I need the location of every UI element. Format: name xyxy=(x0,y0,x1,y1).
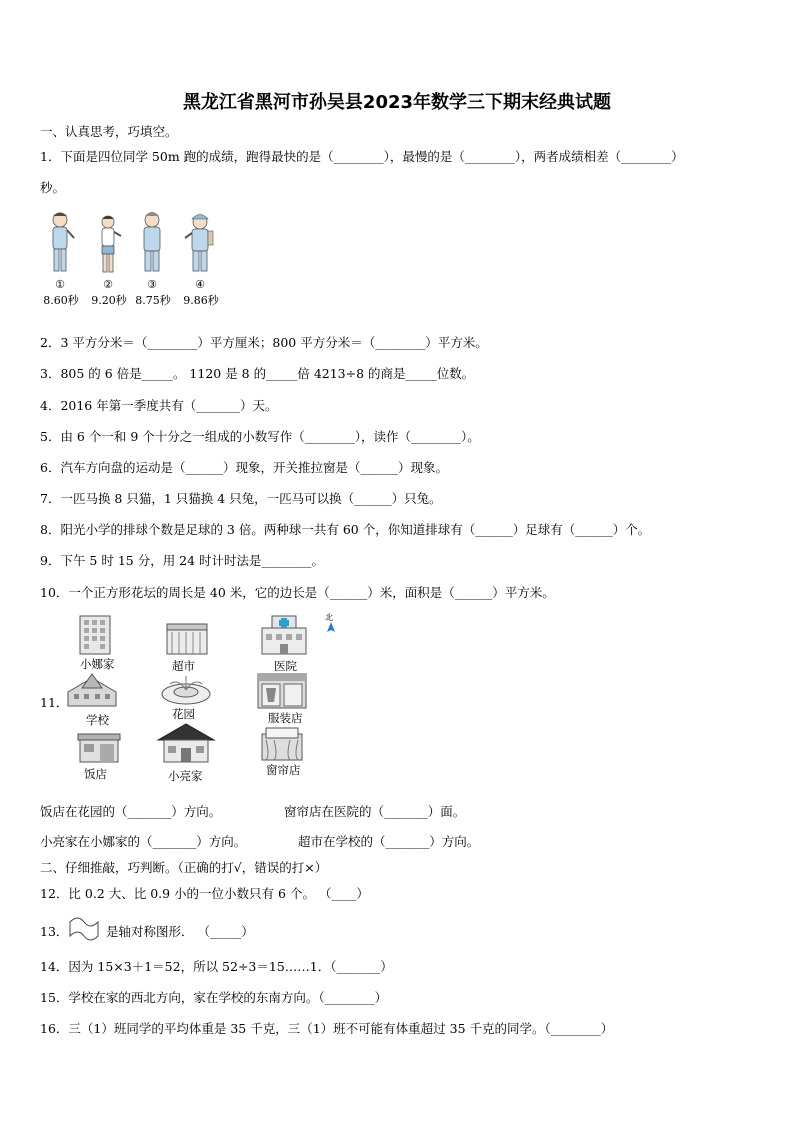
question-15: 15．学校在家的西北方向，家在学校的东南方向。（________） xyxy=(40,990,388,1005)
building-label-clothing-store: 服装店 xyxy=(268,711,303,725)
question-9: 9．下午 5 时 15 分，用 24 时计时法是________。 xyxy=(40,553,325,568)
runner-2-time: 9.20秒 xyxy=(91,294,127,307)
building-label-curtain-store: 窗帘店 xyxy=(266,763,301,777)
question-7: 7．一匹马换 8 只猫，1 只猫换 4 只兔，一匹马可以换（______）只兔。 xyxy=(40,491,442,506)
clothing-store-icon xyxy=(256,672,308,710)
page-title: 黑龙江省黑河市孙吴县2023年数学三下期末经典试题 xyxy=(182,92,612,113)
supermarket-icon xyxy=(164,620,210,656)
question-6: 6．汽车方向盘的运动是（______）现象，开关推拉窗是（______）现象。 xyxy=(40,460,448,475)
hospital-icon xyxy=(260,614,308,656)
question-10: 10．一个正方形花坛的周长是 40 米，它的边长是（______）米，面积是（______）平方米。 xyxy=(40,585,555,600)
question-2: 2．3 平方分米＝（________）平方厘米；800 平方分米＝（________）平方米。 xyxy=(40,335,488,350)
runner-3-time: 8.75秒 xyxy=(135,294,171,307)
runner-4-figure xyxy=(185,215,213,272)
runner-1-time: 8.60秒 xyxy=(43,294,79,307)
runner-3-figure xyxy=(144,212,160,271)
question-4: 4．2016 年第一季度共有（_______）天。 xyxy=(40,398,278,413)
question-3: 3．805 的 6 倍是_____。 1120 是 8 的_____倍 4213÷8 的商是_____位数。 xyxy=(40,366,475,381)
north-arrow-icon xyxy=(326,622,336,634)
question-14: 14．因为 15×3＋1＝52，所以 52÷3＝15……1．（_______） xyxy=(40,959,393,974)
question-5: 5．由 6 个一和 9 个十分之一组成的小数写作（________），读作（________）。 xyxy=(40,429,480,444)
direction-map xyxy=(62,612,352,784)
question-8: 8．阳光小学的排球个数是足球的 3 倍。两种球一共有 60 个，你知道排球有（______）足球有（______）个。 xyxy=(40,522,651,537)
question-13-number: 13． xyxy=(40,924,69,939)
school-icon xyxy=(64,672,120,712)
apartment-building-icon xyxy=(76,614,116,656)
section-heading-2: 二、仔细推敲，巧判断。（正确的打√，错误的打×） xyxy=(40,860,328,875)
question-13-text: 是轴对称图形． （_____） xyxy=(106,924,254,939)
runner-2-number: ② xyxy=(103,278,113,291)
runner-3-number: ③ xyxy=(147,278,157,291)
building-label-supermarket: 超市 xyxy=(172,659,195,673)
wave-shape-figure xyxy=(66,914,102,942)
building-label-hospital: 医院 xyxy=(274,659,297,673)
runner-4-time: 9.86秒 xyxy=(183,294,219,307)
restaurant-icon xyxy=(76,728,122,764)
north-label: 北 xyxy=(325,613,333,622)
xiaoliang-house-icon xyxy=(156,722,216,764)
question-1-line-2: 秒。 xyxy=(40,180,66,195)
runner-1-number: ① xyxy=(55,278,65,291)
section-heading-1: 一、认真思考，巧填空。 xyxy=(40,124,178,139)
question-11-a: 饭店在花园的（_______）方向。 xyxy=(40,804,222,819)
garden-fountain-icon xyxy=(158,672,214,708)
runner-2-figure xyxy=(102,216,121,272)
question-16: 16．三（1）班同学的平均体重是 35 千克，三（1）班不可能有体重超过 35 千克的同学。（________） xyxy=(40,1021,614,1036)
question-1-line-1: 1．下面是四位同学 50m 跑的成绩，跑得最快的是（________），最慢的是（________），两者成绩相差（________） xyxy=(40,149,684,164)
runners-figure xyxy=(40,208,240,308)
building-label-school: 学校 xyxy=(86,713,109,727)
building-label-garden: 花园 xyxy=(172,707,195,721)
building-label-xiaona-home: 小娜家 xyxy=(80,657,115,671)
question-11-c: 小亮家在小娜家的（_______）方向。 xyxy=(40,834,247,849)
question-11-b: 窗帘店在医院的（_______）面。 xyxy=(284,804,466,819)
question-11-number: 11． xyxy=(40,695,69,710)
runner-4-number: ④ xyxy=(195,278,205,291)
building-label-xiaoliang-home: 小亮家 xyxy=(168,769,203,783)
runners-illustration xyxy=(40,208,240,280)
question-12: 12．比 0.2 大、比 0.9 小的一位小数只有 6 个。 （____） xyxy=(40,886,369,901)
runner-1-figure xyxy=(53,213,74,272)
building-label-restaurant: 饭店 xyxy=(84,767,107,781)
question-11-d: 超市在学校的（_______）方向。 xyxy=(298,834,480,849)
curtain-store-icon xyxy=(260,726,304,762)
